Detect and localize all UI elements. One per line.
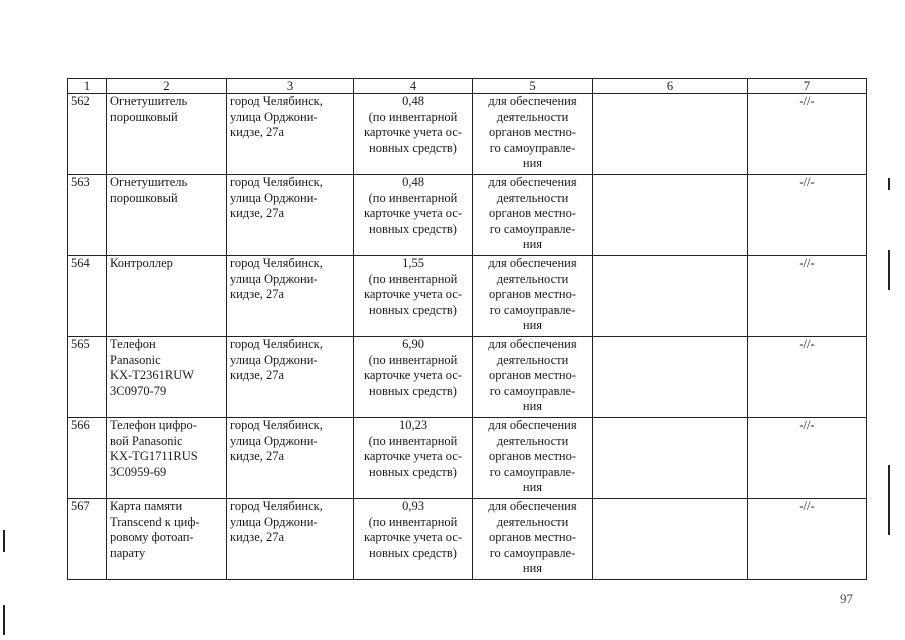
item-address: город Челябинск, улица Орджони- кидзе, 27а — [227, 499, 354, 580]
item-purpose: для обеспечения деятельности органов местно- го самоуправле- ния — [473, 94, 593, 175]
column-number-row — [68, 79, 867, 94]
scan-edge-mark — [888, 178, 890, 190]
item-name: Телефон цифро- вой Panasonic KX-TG1711RUS 3C0959-69 — [107, 418, 227, 499]
column-number-7: 7 — [748, 79, 867, 94]
row-number: 567 — [68, 499, 107, 580]
table-row — [68, 175, 867, 256]
item-cost: 10,23 (по инвентарной карточке учета ос- новных средств) — [354, 418, 473, 499]
item-cost: 1,55 (по инвентарной карточке учета ос- новных средств) — [354, 256, 473, 337]
item-cost: 6,90 (по инвентарной карточке учета ос- новных средств) — [354, 337, 473, 418]
row-number: 563 — [68, 175, 107, 256]
item-purpose: для обеспечения деятельности органов местно- го самоуправле- ния — [473, 175, 593, 256]
scan-edge-mark — [888, 250, 890, 290]
table-row — [68, 418, 867, 499]
column-number-1: 1 — [68, 79, 107, 94]
item-col7: -//- — [748, 337, 867, 418]
column-number-6: 6 — [593, 79, 748, 94]
column-number-5: 5 — [473, 79, 593, 94]
table-row — [68, 256, 867, 337]
item-name: Телефон Panasonic KX-T2361RUW 3C0970-79 — [107, 337, 227, 418]
page-number: 97 — [840, 591, 853, 606]
item-col7: -//- — [748, 418, 867, 499]
item-name: Контроллер — [107, 256, 227, 337]
table-row — [68, 94, 867, 175]
item-address: город Челябинск, улица Орджони- кидзе, 27а — [227, 337, 354, 418]
item-address: город Челябинск, улица Орджони- кидзе, 27а — [227, 175, 354, 256]
item-purpose: для обеспечения деятельности органов местно- го самоуправле- ния — [473, 337, 593, 418]
item-purpose: для обеспечения деятельности органов местно- го самоуправле- ния — [473, 256, 593, 337]
item-col6 — [593, 337, 748, 418]
table-row — [68, 499, 867, 580]
row-number: 565 — [68, 337, 107, 418]
table-row — [68, 337, 867, 418]
item-name: Огнетушитель порошковый — [107, 94, 227, 175]
item-name: Карта памяти Transcend к циф- ровому фотоап- парату — [107, 499, 227, 580]
scan-edge-mark — [3, 605, 5, 635]
item-col7: -//- — [748, 175, 867, 256]
item-cost: 0,48 (по инвентарной карточке учета ос- новных средств) — [354, 175, 473, 256]
item-col6 — [593, 175, 748, 256]
item-col7: -//- — [748, 499, 867, 580]
item-col7: -//- — [748, 256, 867, 337]
item-address: город Челябинск, улица Орджони- кидзе, 27а — [227, 256, 354, 337]
column-number-4: 4 — [354, 79, 473, 94]
item-col6 — [593, 418, 748, 499]
row-number: 566 — [68, 418, 107, 499]
column-number-2: 2 — [107, 79, 227, 94]
item-name: Огнетушитель порошковый — [107, 175, 227, 256]
item-col6 — [593, 94, 748, 175]
item-purpose: для обеспечения деятельности органов местно- го самоуправле- ния — [473, 418, 593, 499]
item-address: город Челябинск, улица Орджони- кидзе, 27а — [227, 94, 354, 175]
scan-edge-mark — [3, 530, 5, 552]
item-purpose: для обеспечения деятельности органов местно- го самоуправле- ния — [473, 499, 593, 580]
item-col6 — [593, 256, 748, 337]
item-col6 — [593, 499, 748, 580]
item-address: город Челябинск, улица Орджони- кидзе, 27а — [227, 418, 354, 499]
row-number: 564 — [68, 256, 107, 337]
row-number: 562 — [68, 94, 107, 175]
item-cost: 0,93 (по инвентарной карточке учета ос- новных средств) — [354, 499, 473, 580]
item-cost: 0,48 (по инвентарной карточке учета ос- новных средств) — [354, 94, 473, 175]
scan-edge-mark — [888, 465, 890, 535]
property-register-table — [67, 78, 867, 580]
column-number-3: 3 — [227, 79, 354, 94]
item-col7: -//- — [748, 94, 867, 175]
